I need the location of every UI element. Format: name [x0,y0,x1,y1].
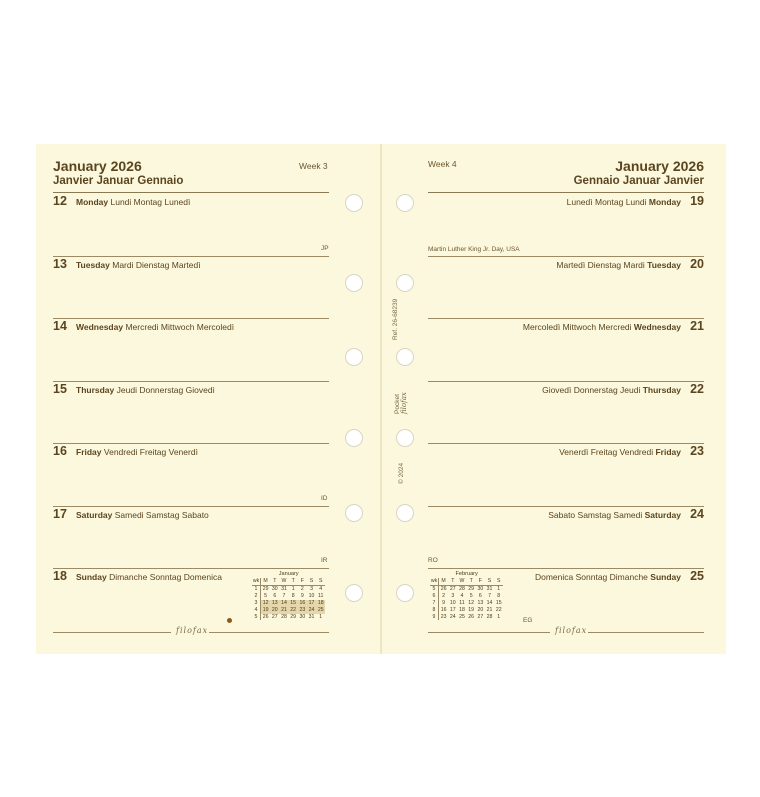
mini-calendar-day: 28 [486,613,493,620]
right-brand-logo: filofax [555,626,588,635]
mini-calendar-day: 1 [497,585,501,592]
day-number: 21 [690,319,704,333]
mini-calendar-day: 16 [440,606,447,613]
mini-calendar-day: 10 [308,592,315,599]
punch-hole [396,504,414,522]
day-name-english: Sunday [650,572,681,582]
mini-calendar-day: 22 [495,606,502,613]
mini-calendar-day: 18 [459,606,465,613]
day-number: 18 [53,569,67,583]
mini-calendar-week-number: 9 [430,614,439,621]
mini-calendar-header-cell: W [279,578,288,585]
mini-calendar-day: 29 [468,585,475,592]
day-name-english: Wednesday [633,322,681,332]
mini-calendar-day: 9 [300,592,304,599]
day-divider-rule [53,506,329,507]
day-divider-rule [428,381,704,382]
day-number: 15 [53,382,67,396]
mini-calendar-day: 27 [271,613,278,620]
punch-hole [396,584,414,602]
right-week-label: Week 4 [428,159,457,169]
mini-calendar-day: 31 [281,585,287,592]
left-brand-logo: filofax [176,626,209,635]
mini-calendar-day: 1 [319,613,323,620]
mini-calendar-day: 17 [449,606,456,613]
mini-calendar-day: 31 [308,613,315,620]
mini-calendar-day: 10 [449,599,456,606]
day-name-line [76,572,222,582]
mini-calendar-header-cell: M [439,578,449,585]
punch-hole [345,194,363,212]
day-name-line [567,197,681,207]
day-name-line [76,197,190,207]
holiday-country-code: IR [321,557,328,564]
mini-calendar-header-cell: T [448,578,457,585]
day-divider-rule [53,318,329,319]
day-name-english: Friday [76,447,102,457]
mini-calendar-day: 21 [486,606,493,613]
day-name-translations: Domenica Sonntag Dimanche [534,572,648,582]
day-divider-rule [428,506,704,507]
mini-calendar-day: 1 [291,585,295,592]
mini-calendar-day: 11 [318,592,324,599]
mini-calendar-week-number: 8 [430,607,439,614]
mini-calendar-week-number: 5 [430,585,439,592]
day-name-translations: Mercoledì Mittwoch Mercredi [522,322,632,332]
left-week-label: Week 3 [299,161,328,171]
mini-calendar-day: 8 [497,592,501,599]
mini-calendar-day: 13 [271,599,278,606]
right-mini-calendar [430,571,503,620]
mini-calendar-day: 7 [488,592,491,599]
mini-calendar-header-cell: S [316,578,325,585]
mini-calendar-header-cell: T [289,578,298,585]
mini-calendar-day: 3 [310,585,313,592]
day-name-translations: Lundi Montag Lunedì [110,197,191,207]
day-name-translations: Lunedì Montag Lundi [566,197,647,207]
mini-calendar-day: 26 [440,585,447,592]
mini-calendar-day: 24 [449,613,456,620]
day-name-line [523,322,681,332]
mini-calendar-day: 6 [273,592,277,599]
mini-calendar-week-number: 6 [430,593,439,600]
punch-hole [396,429,414,447]
mini-calendar-header-cell: F [476,578,485,585]
day-number: 24 [690,507,704,521]
mini-calendar-month: February [455,571,478,577]
day-number: 16 [53,444,67,458]
left-month-subtitle: Janvier Januar Gennaio [53,175,184,187]
mini-calendar-day: 23 [440,613,447,620]
mini-calendar-day: 25 [317,606,324,613]
punch-hole [345,584,363,602]
mini-calendar-day: 8 [291,592,295,599]
mini-calendar-day: 19 [261,607,271,614]
left-footer-rule-b [209,632,329,633]
day-name-english: Saturday [76,510,113,520]
day-number: 17 [53,507,67,521]
punch-hole [345,348,363,366]
mini-calendar-day: 28 [459,585,465,592]
mini-calendar-day: 30 [299,613,306,620]
day-number: 19 [690,194,704,208]
day-name-line [76,385,215,395]
right-footer-rule-a [428,632,550,633]
mini-calendar-day: 27 [477,613,484,620]
mini-calendar-day: 30 [271,585,278,592]
mini-calendar-day: 5 [264,592,268,599]
mini-calendar-header-cell: T [270,578,279,585]
mini-calendar-day: 12 [468,599,475,606]
mini-calendar-day: 14 [281,599,287,606]
day-divider-rule [53,443,329,444]
mini-calendar-day: 31 [486,585,493,592]
mini-calendar-day: 2 [300,585,304,592]
day-name-english: Tuesday [76,260,110,270]
mini-calendar-day: 4 [460,592,464,599]
day-divider-rule [53,381,329,382]
holiday-country-code: EG [523,617,533,624]
day-name-english: Tuesday [647,260,681,270]
day-name-translations: Sabato Samstag Samedi [548,510,643,520]
mini-calendar-day: 22 [290,606,297,613]
mini-calendar-day: 15 [290,599,297,606]
day-name-line [535,572,681,582]
mini-calendar-day: 6 [478,592,482,599]
day-name-english: Sunday [76,572,107,582]
day-name-english: Thursday [642,385,681,395]
day-name-english: Monday [648,197,681,207]
spine-brand: filofax [400,392,408,414]
holiday-country-code: JP [321,245,329,252]
day-number: 25 [690,569,704,583]
page-marker-dot [227,618,232,623]
holiday-country-code: ID [321,495,328,502]
left-header-rule [53,192,329,193]
day-name-line [76,322,234,332]
mini-calendar-day: 26 [468,613,475,620]
day-divider-rule [428,443,704,444]
day-number: 14 [53,319,67,333]
mini-calendar-header-cell: wk [252,578,260,584]
day-name-translations: Venerdì Freitag Vendredi [559,447,654,457]
punch-hole [345,504,363,522]
day-name-english: Friday [655,447,681,457]
mini-calendar-header-cell: S [494,578,503,585]
mini-calendar-day: 24 [308,606,315,613]
day-name-translations: Martedì Dienstag Mardi [556,260,645,270]
mini-calendar-day: 16 [299,599,306,606]
day-name-translations: Giovedì Donnerstag Jeudi [542,385,641,395]
holiday-note: Martin Luther King Jr. Day, USA [428,246,520,253]
mini-calendar-month: January [278,571,299,577]
day-name-english: Monday [76,197,109,207]
mini-calendar-day: 4 [319,585,323,592]
mini-calendar-day: 7 [282,592,286,599]
punch-hole [345,274,363,292]
day-name-translations: Vendredi Freitag Venerdì [103,447,198,457]
day-name-translations: Jeudi Donnerstag Giovedì [116,385,215,395]
day-number: 23 [690,444,704,458]
mini-calendar-day: 14 [486,599,493,606]
mini-calendar-header-cell: wk [430,578,438,584]
day-name-translations: Samedi Samstag Sabato [114,510,209,520]
spine-ref: Ref. 26-68239 [392,298,399,340]
mini-calendar-day: 29 [262,585,269,592]
day-name-translations: Mercredi Mittwoch Mercoledì [125,322,235,332]
day-number: 12 [53,194,67,208]
mini-calendar-day: 5 [469,592,473,599]
holiday-country-code: RO [428,557,438,564]
mini-calendar-header-cell: M [261,578,271,585]
day-name-line [76,510,209,520]
mini-calendar-header-cell: T [467,578,476,585]
right-month-title: January 2026 [615,158,704,174]
mini-calendar-day: 21 [281,606,287,613]
mini-calendar-day: 17 [308,599,315,606]
right-footer-rule-b [588,632,704,633]
mini-calendar-day: 9 [442,599,446,606]
mini-calendar-week-number: 4 [252,607,261,614]
left-mini-calendar [252,571,325,620]
day-divider-rule [53,568,329,569]
mini-calendar-day: 3 [451,592,455,599]
spine-copyright: © 2024 [398,462,405,484]
day-divider-rule [428,256,704,257]
mini-calendar-day: 15 [495,599,502,606]
right-header-rule [428,192,704,193]
punch-hole [345,429,363,447]
mini-calendar-header-cell: S [307,578,316,585]
day-number: 22 [690,382,704,396]
punch-hole [396,348,414,366]
day-name-line [559,447,681,457]
mini-calendar-day: 11 [459,599,465,606]
mini-calendar-day: 23 [299,606,306,613]
mini-calendar-day: 27 [449,585,456,592]
mini-calendar-week-number: 1 [252,585,261,592]
mini-calendar-day: 13 [477,599,484,606]
mini-calendar-day: 30 [477,585,484,592]
mini-calendar-day: 25 [459,613,465,620]
day-name-translations: Dimanche Sonntag Domenica [109,572,223,582]
mini-calendar-day: 19 [468,606,475,613]
mini-calendar-day: 18 [317,599,324,606]
mini-calendar-day: 12 [261,600,271,607]
mini-calendar-day: 26 [262,613,269,620]
day-name-english: Thursday [76,385,115,395]
mini-calendar-day: 1 [497,613,501,620]
day-divider-rule [53,256,329,257]
page-gutter [380,144,382,654]
day-number: 13 [53,257,67,271]
day-name-line [556,260,681,270]
mini-calendar-header-cell: W [457,578,466,585]
day-divider-rule [428,568,704,569]
mini-calendar-header-cell: F [298,578,307,585]
mini-calendar-header-cell: S [485,578,494,585]
mini-calendar-week-number: 2 [252,593,261,600]
mini-calendar-week-number: 3 [252,600,261,607]
right-month-subtitle: Gennaio Januar Janvier [573,175,704,187]
mini-calendar-day: 29 [290,613,297,620]
day-name-translations: Mardi Dienstag Martedì [112,260,201,270]
left-month-title: January 2026 [53,158,142,174]
day-name-english: Wednesday [76,322,124,332]
mini-calendar-day: 28 [281,613,287,620]
mini-calendar-day: 20 [271,606,278,613]
day-number: 20 [690,257,704,271]
day-name-line [76,447,198,457]
day-name-line [76,260,201,270]
mini-calendar-day: 20 [477,606,484,613]
punch-hole [396,194,414,212]
mini-calendar-week-number: 7 [430,600,439,607]
day-name-line [542,385,681,395]
spine-pocket: Pocket [394,394,401,414]
day-divider-rule [428,318,704,319]
mini-calendar-week-number: 5 [252,614,261,621]
mini-calendar-day: 2 [442,592,446,599]
day-name-line [548,510,681,520]
day-name-english: Saturday [644,510,681,520]
left-footer-rule-a [53,632,171,633]
punch-hole [396,274,414,292]
